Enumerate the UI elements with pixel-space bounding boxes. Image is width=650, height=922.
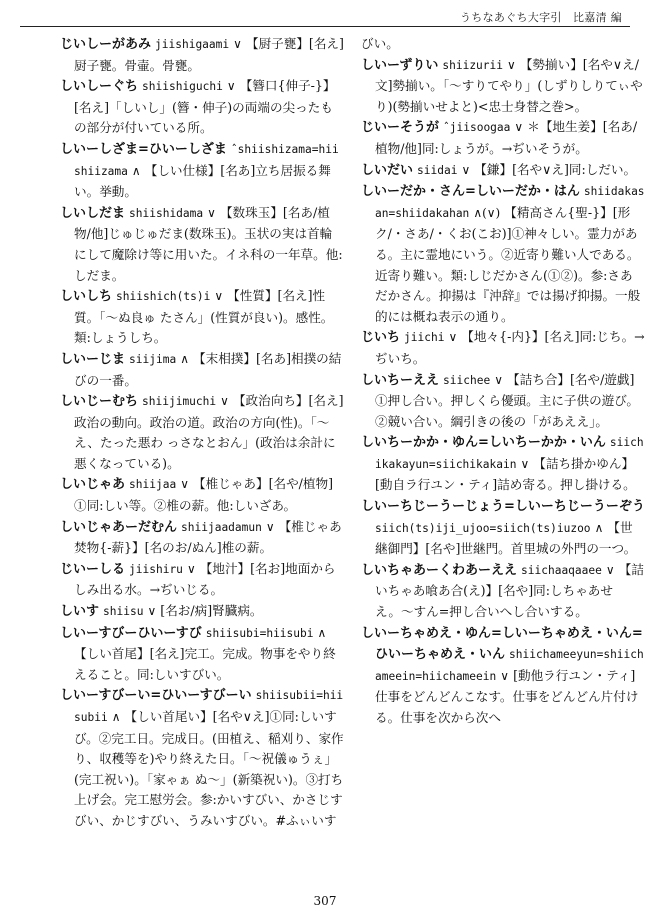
romanization: siichaaqaaee [521,563,602,577]
romanization: siijima [129,352,177,366]
page-number: 307 [313,894,337,908]
accent-mark: ∨ [520,456,530,471]
accent-mark: ∨ [514,120,524,135]
dictionary-entry [60,349,344,391]
definition: 【数珠玉】[名あ/植物/他]じゅじゅだま(数珠玉)。玉状の実は首輪にして魔除け等に用いた。イネ科の一年草。他:しだま。 [74,204,343,283]
dictionary-entry [60,623,344,686]
dictionary-entry [60,391,344,474]
dictionary-entry [361,496,645,560]
definition: 【しい首尾】[名え]完工。完成。物事をやり終えること。同:しいすびい。 [74,646,336,682]
romanization: shiisubii=hiisubii [74,689,344,724]
romanization: jiichi [404,331,445,345]
left-column [60,34,344,832]
accent-mark: ∨ [214,289,224,304]
definition: 【精高さん{聖-}】[形ク/・さあ/・くお(こお)]①神々しい。霊力がある。主に霊地にいう。②近寄り難い人である。近寄り難い。類:しじだかさん(①②)。参:さあだかさん。抑揚は『沖辞』では揚げ抑揚。一般的には概ね表示の通り。 [375,204,641,324]
running-header: うちなあぐち大字引 比嘉清 編 [460,11,622,24]
romanization: shiishich(ts)i [116,290,211,304]
headword: しいちゃあーくわあーええ [361,562,518,578]
definition: びい。 [361,36,399,51]
definition: [名お/病]腎臓病。 [160,603,263,619]
definition: 【しい首尾い】[名や∨え]①同:しいすび。②完工日。完成日。(田植え、稲刈り、家作り、収穫等を)やり終えた日。「〜祝儀ゅうぇ」(完工祝い)。「家ゃぁ ぬ〜」(新築祝い)。③打ち上げ会。完工慰労会。参:かいすびい、かさじすびい、かじすびい、うみいすびい。#ふぃいす [74,709,344,828]
accent-mark: ∨ [494,372,503,387]
dictionary-entry [361,432,645,496]
dictionary-entry [361,117,645,159]
headword: しいーちじーうーじょう=しいーちじーうーぞう [361,499,645,515]
headword: しいーすびーひいーすび [60,625,202,641]
dictionary-entry [60,685,344,831]
accent-mark: ∧(∨) [473,205,501,220]
definition: 【地汁】[名お]地面からしみ出る水。→ぢいじる。 [74,560,336,598]
header-rule [20,26,630,27]
dictionary-entry [60,139,344,203]
headword: しいじゃあーだむん [60,519,178,535]
romanization: jiishigaami [155,38,230,51]
dictionary-entry [60,203,344,286]
headword: しいーしざま=ひいーしざま [60,141,227,157]
romanization: siichee [443,373,491,387]
dictionary-entry [60,517,344,559]
definition: 【勢揃い】[名や∨え/文]勢揃い。「〜すりてやり」(しずりしりてぃやり)(勢揃いせよと)<忠士身替之巻>。 [375,56,643,114]
romanization: shiijaadamun [181,520,262,534]
headword: しいじーむち [60,394,139,410]
dictionary-entry [60,601,344,623]
romanization: siidai [417,163,458,177]
accent-mark: ∨ [186,561,196,576]
dictionary-entry [60,559,344,601]
romanization: shiijimuchi [142,395,217,409]
definition: [動他ラ行ユン・ティ]仕事をどんどんこなす。仕事をどんどん片付ける。仕事を次から次へ [375,667,639,725]
dictionary-entry [361,370,645,433]
definition: 【詰ち合】[名や/遊戯]①押し合い。押しくら優頭。主に子供の遊び。②競い合い。綱引きの後の「があええ」。 [375,371,639,429]
accent-mark: ∧ [594,520,604,535]
accent-mark: ∨ [220,394,229,409]
headword: しいしーぐち [60,79,139,95]
romanization: shiishiguchi [142,80,223,94]
definition: 【詰いちゃあ喰あ合(え)】[名や]同:しちゃあせえ。〜すん=押し合いへし合いする。 [375,561,644,620]
romanization: siichikakayun=siichikakain [375,436,644,471]
accent-mark: ∨ [507,57,516,72]
definition: 【鎌】[名や∨え]同:しだい。 [474,161,637,177]
accent-mark: ∨ [605,562,615,577]
dictionary-entry [361,623,645,729]
headword: しいちーかか・ゆん=しいちーかか・いん [361,435,606,451]
accent-mark: ∧ [111,710,121,724]
accent-mark: ∧ [131,163,141,178]
definition: 【しい仕様】[名あ]立ち居振る舞い。挙動。 [74,162,331,200]
dictionary-entry [60,34,344,76]
definition: 【椎じゃあ焚物{-薪}】[名のお/ぬん]椎の薪。 [74,518,342,556]
dictionary-entry [361,560,645,623]
headword: じいち [361,330,401,346]
accent-mark: ∨ [226,79,236,94]
headword: じいしーがあみ [60,37,152,52]
romanization: ˆjiisoogaa [443,121,511,135]
accent-mark: ∨ [265,519,275,534]
romanization: shiijaa [129,478,177,492]
definition: 【地々{-内}】[名え]同:じち。→ぢいち。 [375,329,645,366]
dictionary-entry [60,474,344,516]
right-column [361,34,645,729]
dictionary-entry [361,181,645,327]
headword: じいーそうが [361,120,440,136]
definition: 【椎じゃあ】[名や/植物]①同:しい等。②椎の薪。他:しいざあ。 [74,476,334,514]
definition: 【政治向ち】[名え]政治の動向。政治の道。政治の方向(性)。「〜え、たった悪わ っさなとおん」(政治は余計に悪くなっている)。 [74,393,344,471]
dictionary-entry [60,76,344,139]
romanization: shiizurii [442,58,503,72]
definition: 【世継御門】[名や]世継門。首里城の外門の一つ。 [375,519,637,557]
headword: しいーじま [60,351,126,367]
headword: しいちーええ [361,372,440,388]
romanization: jiishiru [129,562,183,576]
accent-mark: ∨ [500,668,510,683]
definition: 【末相撲】[名あ]相撲の結びの一番。 [74,350,342,388]
definition: 【簪口{伸子-}】[名え]「しいし」(簪・伸子)の両端の尖ったもの部分が付いている所。 [74,78,336,136]
romanization: shiisu [103,605,144,619]
accent-mark: ∧ [180,351,189,366]
romanization: siich(ts)iji_ujoo=siich(ts)iuzoo [375,521,591,535]
definition: 【厨子甕】[名え]厨子甕。骨壷。骨甕。 [74,36,344,73]
romanization: ˆshiishizama=hiishiizama [74,142,339,178]
accent-mark: ∨ [233,37,242,51]
accent-mark: ∨ [461,162,471,177]
headword: しいーだか・さん=しいーだか・はん [361,184,580,200]
headword: しいーすびーい=ひいーすびーい [60,688,252,704]
romanization: shiishidama [129,206,204,220]
headword: しいーちゃめえ・ゆん=しいーちゃめえ・いん=ひいーちゃめえ・いん [361,625,643,663]
romanization: shiidakasan=shiidakahan [375,185,645,220]
dictionary-entry [361,160,645,182]
accent-mark: ∨ [448,330,458,345]
headword: しいす [60,604,100,620]
dictionary-entry [361,327,645,369]
headword: しいだい [361,162,414,178]
dictionary-entry [361,34,645,55]
accent-mark: ∧ [317,625,327,640]
accent-mark: ∨ [180,477,189,492]
definition: 【性質】[名え]性質。「〜ぬ良ゅ たさん」(性質が良い)。感性。類:しょうしち。 [74,288,334,346]
headword: しいしだま [60,205,126,221]
accent-mark: ∨ [147,604,157,619]
dictionary-entry [361,55,645,118]
dictionary-entry [60,286,344,349]
headword: しいしち [60,289,113,305]
accent-mark: ∨ [207,205,216,220]
romanization: shiisubi=hiisubi [205,626,314,640]
definition: ＊【地生姜】[名あ/植物/他]同:しょうが。→ぢいそうが。 [375,119,638,156]
definition: 【詰ち掛かゆん】[動自ラ行ユン・ティ]詰め寄る。押し掛ける。 [375,455,636,493]
headword: しいじゃあ [60,477,126,493]
headword: しいーずりい [361,57,439,73]
romanization: shiichameeyun=shiichameein=hiichameein [375,648,644,683]
headword: じいーしる [60,561,126,577]
